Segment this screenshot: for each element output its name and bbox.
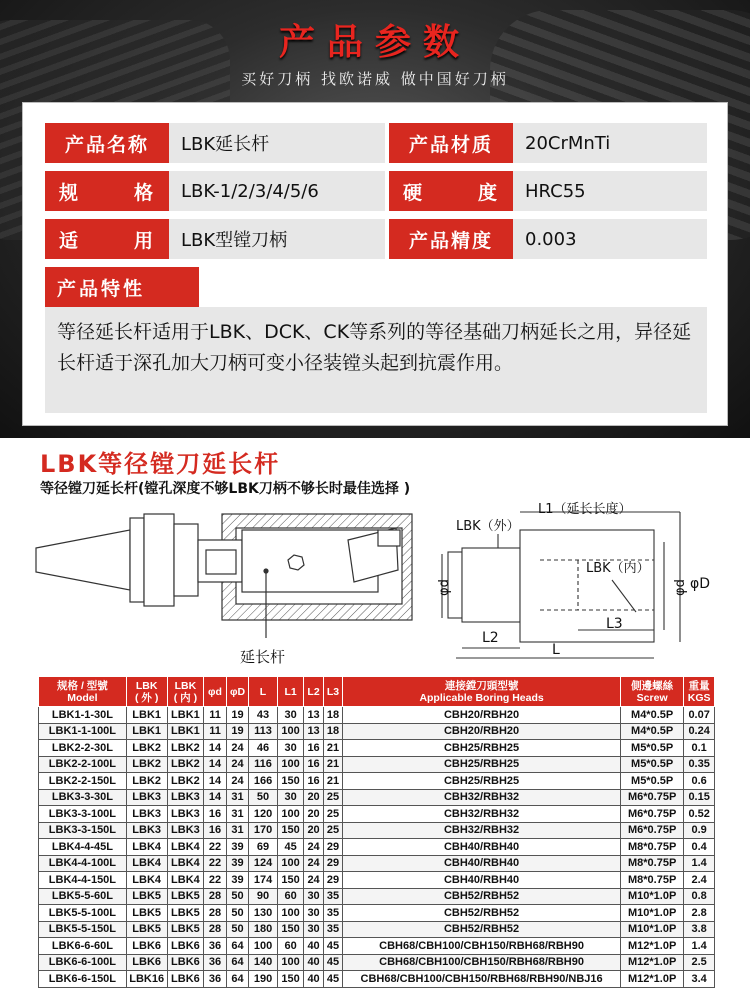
- table-cell: LBK1: [126, 723, 167, 740]
- column-header: [226, 677, 248, 707]
- table-cell: LBK4-4-100L: [39, 855, 127, 872]
- table-cell: 25: [323, 806, 342, 823]
- table-row: [39, 806, 715, 823]
- table-cell: 35: [323, 921, 342, 938]
- table-cell: 140: [249, 954, 278, 971]
- name-label: 产品名称: [45, 123, 169, 163]
- table-cell: 30: [304, 905, 323, 922]
- table-cell: 16: [304, 773, 323, 790]
- table-cell: 60: [277, 888, 304, 905]
- table-cell: 28: [204, 888, 226, 905]
- column-header-line-1: φD: [229, 685, 246, 698]
- column-header-line-2: Screw: [636, 691, 668, 704]
- precision-value: 0.003: [513, 219, 707, 259]
- table-cell: 180: [249, 921, 278, 938]
- table-cell: 50: [226, 888, 248, 905]
- table-cell: M4*0.5P: [620, 707, 683, 724]
- table-cell: M8*0.75P: [620, 855, 683, 872]
- table-cell: 28: [204, 905, 226, 922]
- table-cell: M12*1.0P: [620, 954, 683, 971]
- table-cell: 21: [323, 773, 342, 790]
- table-cell: 16: [304, 740, 323, 757]
- spec-card: [22, 102, 728, 426]
- table-cell: 29: [323, 855, 342, 872]
- table-cell: 22: [204, 839, 226, 856]
- table-cell: 2.5: [684, 954, 715, 971]
- table-cell: 100: [277, 806, 304, 823]
- table-row: [39, 938, 715, 955]
- table-cell: 64: [226, 938, 248, 955]
- table-cell: M5*0.5P: [620, 773, 683, 790]
- hardness-value: HRC55: [513, 171, 707, 211]
- table-cell: 29: [323, 839, 342, 856]
- table-cell: CBH68/CBH100/CBH150/RBH68/RBH90: [343, 938, 621, 955]
- table-cell: LBK3: [126, 789, 167, 806]
- table-cell: 19: [226, 723, 248, 740]
- table-cell: 130: [249, 905, 278, 922]
- table-cell: 64: [226, 954, 248, 971]
- table-cell: M6*0.75P: [620, 789, 683, 806]
- table-cell: 0.4: [684, 839, 715, 856]
- column-header-line-1: L2: [307, 685, 320, 698]
- table-cell: LBK5: [126, 888, 167, 905]
- column-header-line-1: L: [259, 685, 267, 698]
- table-cell: LBK6: [167, 938, 204, 955]
- table-row: [39, 707, 715, 724]
- section-subtitle: 等径镗刀延长杆(镗孔深度不够LBK刀柄不够长时最佳选择 ): [40, 481, 411, 497]
- table-cell: 100: [249, 938, 278, 955]
- table-cell: 60: [277, 938, 304, 955]
- table-cell: LBK3: [167, 806, 204, 823]
- extension-caption: 延长杆: [240, 648, 286, 666]
- table-cell: 11: [204, 723, 226, 740]
- name-value: LBK延长杆: [169, 123, 385, 163]
- precision-label: 产品精度: [389, 219, 513, 259]
- column-header: [277, 677, 304, 707]
- table-cell: 20: [304, 806, 323, 823]
- table-cell: LBK1: [126, 707, 167, 724]
- table-cell: LBK1-1-30L: [39, 707, 127, 724]
- column-header-line-1: LBK: [135, 679, 158, 692]
- table-cell: M8*0.75P: [620, 839, 683, 856]
- table-cell: 100: [277, 905, 304, 922]
- spec-row-precision: [389, 219, 707, 259]
- spec-row-size: [45, 171, 385, 211]
- table-cell: 100: [277, 954, 304, 971]
- table-cell: 50: [226, 905, 248, 922]
- table-cell: 30: [277, 740, 304, 757]
- table-cell: 25: [323, 822, 342, 839]
- table-cell: 22: [204, 872, 226, 889]
- table-cell: LBK5-5-100L: [39, 905, 127, 922]
- spec-row-use: [45, 219, 385, 259]
- spec-table: [38, 676, 715, 988]
- column-header-line-1: 連接鏜刀頭型號: [444, 679, 519, 692]
- table-row: [39, 822, 715, 839]
- table-cell: M12*1.0P: [620, 971, 683, 988]
- table-cell: M4*0.5P: [620, 723, 683, 740]
- table-cell: LBK2: [167, 773, 204, 790]
- header-banner: [0, 0, 750, 438]
- table-cell: LBK4: [126, 872, 167, 889]
- table-cell: 14: [204, 756, 226, 773]
- table-row: [39, 905, 715, 922]
- table-cell: LBK3-3-150L: [39, 822, 127, 839]
- table-cell: LBK5: [167, 921, 204, 938]
- table-cell: LBK4: [126, 855, 167, 872]
- table-cell: 69: [249, 839, 278, 856]
- table-row: [39, 954, 715, 971]
- table-cell: M5*0.5P: [620, 756, 683, 773]
- table-cell: LBK6-6-60L: [39, 938, 127, 955]
- table-cell: CBH32/RBH32: [343, 789, 621, 806]
- table-cell: 35: [323, 905, 342, 922]
- table-cell: M10*1.0P: [620, 921, 683, 938]
- column-header-line-2: Model: [67, 691, 98, 704]
- l1-label: L1（延长长度）: [538, 502, 632, 517]
- spec-row-material: [389, 123, 707, 163]
- table-cell: LBK1-1-100L: [39, 723, 127, 740]
- assembly-drawing: [36, 514, 412, 638]
- lbk-inner-label: LBK（内）: [586, 561, 650, 576]
- table-cell: 113: [249, 723, 278, 740]
- table-cell: 1.4: [684, 855, 715, 872]
- table-cell: 22: [204, 855, 226, 872]
- l3-label: L3: [606, 616, 623, 632]
- table-cell: LBK16: [126, 971, 167, 988]
- table-cell: 35: [323, 888, 342, 905]
- table-cell: LBK2-2-30L: [39, 740, 127, 757]
- table-cell: 2.4: [684, 872, 715, 889]
- column-header-line-2: ( 外 ): [135, 691, 159, 704]
- table-row: [39, 773, 715, 790]
- column-header-line-1: L1: [284, 685, 297, 698]
- table-cell: 30: [304, 888, 323, 905]
- table-cell: LBK2: [126, 756, 167, 773]
- table-cell: LBK4: [167, 839, 204, 856]
- table-cell: 40: [304, 938, 323, 955]
- table-cell: 100: [277, 723, 304, 740]
- table-cell: LBK3: [167, 789, 204, 806]
- table-cell: 150: [277, 921, 304, 938]
- spec-table-header: [39, 677, 715, 707]
- table-cell: LBK2: [126, 773, 167, 790]
- size-value: LBK-1/2/3/4/5/6: [169, 171, 385, 211]
- material-value: 20CrMnTi: [513, 123, 707, 163]
- table-cell: CBH20/RBH20: [343, 707, 621, 724]
- lbk-outer-label: LBK（外）: [456, 519, 520, 534]
- table-row: [39, 723, 715, 740]
- column-header-line-1: L3: [326, 685, 340, 698]
- table-cell: 20: [304, 822, 323, 839]
- table-cell: 3.4: [684, 971, 715, 988]
- table-cell: 25: [323, 789, 342, 806]
- table-cell: 100: [277, 756, 304, 773]
- table-cell: 31: [226, 806, 248, 823]
- column-header: [304, 677, 323, 707]
- table-cell: 14: [204, 740, 226, 757]
- table-cell: 0.52: [684, 806, 715, 823]
- table-cell: 40: [304, 954, 323, 971]
- table-cell: 24: [226, 740, 248, 757]
- column-header-line-2: Applicable Boring Heads: [419, 691, 544, 704]
- table-cell: 30: [277, 707, 304, 724]
- table-cell: 36: [204, 938, 226, 955]
- table-cell: 150: [277, 822, 304, 839]
- section-title: LBK等径镗刀延长杆: [40, 450, 281, 478]
- table-cell: LBK2-2-150L: [39, 773, 127, 790]
- table-cell: LBK6-6-100L: [39, 954, 127, 971]
- table-cell: CBH68/CBH100/CBH150/RBH68/RBH90: [343, 954, 621, 971]
- column-header-line-1: 側邊螺絲: [631, 679, 674, 692]
- table-cell: 0.1: [684, 740, 715, 757]
- table-cell: 64: [226, 971, 248, 988]
- table-cell: LBK3-3-100L: [39, 806, 127, 823]
- table-cell: LBK5: [167, 905, 204, 922]
- column-header: [39, 677, 127, 707]
- table-cell: CBH25/RBH25: [343, 756, 621, 773]
- table-cell: 20: [304, 789, 323, 806]
- banner-subtitle: 买好刀柄 找欧诺威 做中国好刀柄: [241, 70, 509, 88]
- column-header: [323, 677, 342, 707]
- table-cell: 116: [249, 756, 278, 773]
- table-cell: LBK5-5-150L: [39, 921, 127, 938]
- table-cell: 45: [277, 839, 304, 856]
- table-cell: 30: [304, 921, 323, 938]
- column-header-line-2: KGS: [687, 691, 711, 704]
- table-cell: 39: [226, 839, 248, 856]
- table-cell: CBH52/RBH52: [343, 905, 621, 922]
- table-row: [39, 872, 715, 889]
- table-cell: LBK3: [126, 806, 167, 823]
- column-header: [684, 677, 715, 707]
- table-cell: 45: [323, 938, 342, 955]
- table-cell: 1.4: [684, 938, 715, 955]
- table-cell: 16: [304, 756, 323, 773]
- use-value: LBK型镗刀柄: [169, 219, 385, 259]
- table-cell: LBK4: [167, 855, 204, 872]
- table-cell: LBK6: [167, 971, 204, 988]
- table-cell: 40: [304, 971, 323, 988]
- hardness-label-char-1: 硬: [403, 181, 425, 204]
- table-cell: 36: [204, 971, 226, 988]
- table-cell: LBK2: [126, 740, 167, 757]
- table-cell: 150: [277, 872, 304, 889]
- table-cell: 100: [277, 855, 304, 872]
- table-cell: LBK6: [126, 954, 167, 971]
- table-cell: LBK1: [167, 707, 204, 724]
- table-cell: 13: [304, 723, 323, 740]
- table-cell: 0.9: [684, 822, 715, 839]
- table-cell: M6*0.75P: [620, 822, 683, 839]
- table-row: [39, 888, 715, 905]
- table-cell: CBH68/CBH100/CBH150/RBH68/RBH90/NBJ16: [343, 971, 621, 988]
- table-cell: 50: [249, 789, 278, 806]
- table-cell: 28: [204, 921, 226, 938]
- table-cell: CBH52/RBH52: [343, 888, 621, 905]
- table-cell: LBK1: [167, 723, 204, 740]
- table-cell: 90: [249, 888, 278, 905]
- hardness-label: [389, 171, 513, 211]
- table-cell: 24: [226, 773, 248, 790]
- table-cell: 3.8: [684, 921, 715, 938]
- table-cell: LBK3-3-30L: [39, 789, 127, 806]
- size-label: [45, 171, 169, 211]
- table-cell: 120: [249, 806, 278, 823]
- column-header-line-1: 重量: [688, 679, 710, 692]
- column-header: [204, 677, 226, 707]
- table-cell: LBK4-4-45L: [39, 839, 127, 856]
- column-header-line-2: ( 内 ): [173, 691, 198, 704]
- use-label-char-2: 用: [133, 229, 155, 252]
- phi-D-label: φD: [690, 576, 711, 592]
- table-row: [39, 855, 715, 872]
- table-cell: 174: [249, 872, 278, 889]
- table-cell: 16: [204, 806, 226, 823]
- table-row: [39, 756, 715, 773]
- table-cell: 45: [323, 954, 342, 971]
- use-label: [45, 219, 169, 259]
- table-cell: LBK2-2-100L: [39, 756, 127, 773]
- table-cell: 170: [249, 822, 278, 839]
- table-cell: 0.6: [684, 773, 715, 790]
- table-cell: LBK6: [167, 954, 204, 971]
- spec-row-name: [45, 123, 385, 163]
- table-cell: 0.07: [684, 707, 715, 724]
- table-cell: LBK5: [126, 905, 167, 922]
- column-header: [620, 677, 683, 707]
- table-cell: 150: [277, 971, 304, 988]
- table-cell: 31: [226, 822, 248, 839]
- table-cell: LBK6-6-150L: [39, 971, 127, 988]
- table-cell: 14: [204, 773, 226, 790]
- table-cell: LBK4: [167, 872, 204, 889]
- technical-drawing: [0, 500, 750, 672]
- table-cell: 24: [304, 839, 323, 856]
- column-header: [249, 677, 278, 707]
- table-cell: 24: [226, 756, 248, 773]
- table-cell: 24: [304, 855, 323, 872]
- table-cell: 24: [304, 872, 323, 889]
- table-cell: 2.8: [684, 905, 715, 922]
- table-cell: 0.35: [684, 756, 715, 773]
- table-cell: 45: [323, 971, 342, 988]
- table-cell: CBH52/RBH52: [343, 921, 621, 938]
- phi-d-left: φd: [437, 579, 452, 596]
- column-header-line-1: φd: [208, 685, 222, 698]
- table-cell: 11: [204, 707, 226, 724]
- material-label: 产品材质: [389, 123, 513, 163]
- table-cell: 30: [277, 789, 304, 806]
- feature-label: 产品特性: [45, 267, 199, 307]
- banner-title: 产品参数: [278, 22, 471, 63]
- table-cell: LBK3: [167, 822, 204, 839]
- feature-text: 等径延长杆适用于LBK、DCK、CK等系列的等径基础刀柄延长之用，异径延长杆适于深孔加大刀柄可变小径装镗头起到抗震作用。: [45, 307, 707, 413]
- table-cell: 0.8: [684, 888, 715, 905]
- phi-d-right: φd: [673, 579, 688, 596]
- table-cell: 16: [204, 822, 226, 839]
- table-cell: 36: [204, 954, 226, 971]
- table-cell: M5*0.5P: [620, 740, 683, 757]
- column-header: [167, 677, 204, 707]
- l2-label: L2: [482, 630, 499, 646]
- use-label-char-1: 适: [59, 229, 81, 252]
- table-cell: 13: [304, 707, 323, 724]
- table-cell: CBH32/RBH32: [343, 822, 621, 839]
- table-cell: LBK4-4-150L: [39, 872, 127, 889]
- spec-table-body: [39, 707, 715, 988]
- table-cell: 43: [249, 707, 278, 724]
- table-cell: 21: [323, 740, 342, 757]
- table-cell: CBH40/RBH40: [343, 839, 621, 856]
- table-row: [39, 789, 715, 806]
- table-row: [39, 839, 715, 856]
- column-header-line-1: LBK: [174, 679, 197, 692]
- table-cell: M10*1.0P: [620, 905, 683, 922]
- table-cell: 31: [226, 789, 248, 806]
- table-cell: LBK4: [126, 839, 167, 856]
- table-cell: 0.15: [684, 789, 715, 806]
- table-cell: 190: [249, 971, 278, 988]
- table-cell: 0.24: [684, 723, 715, 740]
- table-cell: 166: [249, 773, 278, 790]
- spec-row-hardness: [389, 171, 707, 211]
- column-header-line-1: 规格 / 型號: [57, 679, 108, 692]
- table-cell: 50: [226, 921, 248, 938]
- table-cell: 18: [323, 723, 342, 740]
- table-cell: 39: [226, 872, 248, 889]
- table-cell: CBH25/RBH25: [343, 740, 621, 757]
- size-label-char-2: 格: [133, 181, 155, 204]
- table-cell: 39: [226, 855, 248, 872]
- table-cell: 29: [323, 872, 342, 889]
- table-cell: M8*0.75P: [620, 872, 683, 889]
- table-cell: LBK2: [167, 740, 204, 757]
- size-label-char-1: 规: [59, 181, 81, 204]
- table-cell: 21: [323, 756, 342, 773]
- table-cell: LBK6: [126, 938, 167, 955]
- table-cell: CBH20/RBH20: [343, 723, 621, 740]
- table-cell: 124: [249, 855, 278, 872]
- table-cell: CBH40/RBH40: [343, 855, 621, 872]
- table-cell: LBK5: [167, 888, 204, 905]
- table-row: [39, 971, 715, 988]
- table-cell: LBK5: [126, 921, 167, 938]
- table-cell: CBH32/RBH32: [343, 806, 621, 823]
- table-cell: LBK3: [126, 822, 167, 839]
- column-header: [126, 677, 167, 707]
- table-cell: 150: [277, 773, 304, 790]
- table-cell: 19: [226, 707, 248, 724]
- table-cell: CBH25/RBH25: [343, 773, 621, 790]
- table-cell: 46: [249, 740, 278, 757]
- table-cell: LBK2: [167, 756, 204, 773]
- column-header: [343, 677, 621, 707]
- table-row: [39, 740, 715, 757]
- table-cell: CBH40/RBH40: [343, 872, 621, 889]
- l-label: L: [552, 642, 560, 658]
- table-cell: M10*1.0P: [620, 888, 683, 905]
- table-cell: M12*1.0P: [620, 938, 683, 955]
- table-cell: 18: [323, 707, 342, 724]
- table-cell: LBK5-5-60L: [39, 888, 127, 905]
- hardness-label-char-2: 度: [477, 181, 499, 204]
- table-row: [39, 921, 715, 938]
- table-cell: 14: [204, 789, 226, 806]
- table-cell: M6*0.75P: [620, 806, 683, 823]
